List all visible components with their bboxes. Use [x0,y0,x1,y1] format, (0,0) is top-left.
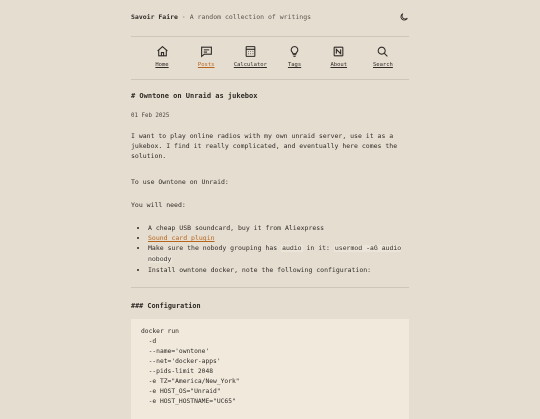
post-title: # Owntone on Unraid as jukebox [131,92,258,100]
list-item-text: in it: [302,244,334,252]
nav-about[interactable] [323,45,355,79]
inline-code-usermod: usermod -aG audio nobody [148,245,402,263]
nav-search[interactable] [367,45,399,79]
post-need-line: You will need: [131,201,186,209]
nav-calculator[interactable] [234,45,266,79]
title-separator: · [181,13,186,21]
home-icon [156,45,169,58]
nav-home[interactable] [146,45,178,79]
nav-tags[interactable] [279,45,311,79]
list-item [148,223,416,233]
lightbulb-icon [288,45,301,58]
list-item [148,233,416,243]
site-title[interactable] [131,13,311,21]
list-item-text: Make sure the nobody grouping has [148,244,282,252]
code-line: -d [141,338,157,345]
inline-code-audio: audio [282,245,302,252]
code-block[interactable] [131,319,409,419]
nav-search-label[interactable]: Search [373,62,393,68]
code-line: -e TZ="America/New_York" [141,378,240,385]
list-item [148,265,416,275]
config-heading: ### Configuration [131,302,201,310]
calculator-icon [244,45,257,58]
code-line: -e HOST_OS="Unraid" [141,388,221,395]
nav-divider [131,79,409,80]
nav-posts-label[interactable]: Posts [197,62,215,68]
nav-calculator-label[interactable]: Calculator [233,62,267,68]
nav-about-label[interactable]: About [330,62,348,68]
post-use-line: To use Owntone on Unraid: [131,178,229,186]
main-nav [131,37,409,79]
code-line: --name='owntone' [141,348,210,355]
post-intro: I want to play online radios with my own unraid server, use it as a jukebox. I find it really complicated, and eventually here comes the solution. [131,132,398,160]
site-tagline: A random collection of writings [189,13,312,21]
site-name[interactable]: Savoir Faire [131,13,178,21]
post-date: 01 Feb 2025 [131,113,170,119]
moon-icon[interactable] [399,12,409,22]
requirements-list [141,223,416,275]
about-icon [332,45,345,58]
list-item-text: A cheap USB soundcard, buy it from Aliexpress [148,224,325,232]
list-item-text: Install owntone docker, note the following configuration: [148,266,372,274]
nav-home-label[interactable]: Home [155,62,169,68]
page-wrapper [131,0,409,405]
nav-posts[interactable] [190,45,222,79]
search-icon [376,45,389,58]
list-item [148,243,416,265]
posts-icon [200,45,213,58]
nav-tags-label[interactable]: Tags [287,62,302,68]
code-line: --pids-limit 2048 [141,368,214,375]
sound-card-plugin-link[interactable]: Sound card plugin [148,234,215,242]
site-header [131,0,409,36]
code-line: --net='docker-apps' [141,358,221,365]
code-line: -e HOST_HOSTNAME="UC65" [141,398,236,405]
code-line: docker run [141,328,179,335]
content-divider [131,287,409,288]
